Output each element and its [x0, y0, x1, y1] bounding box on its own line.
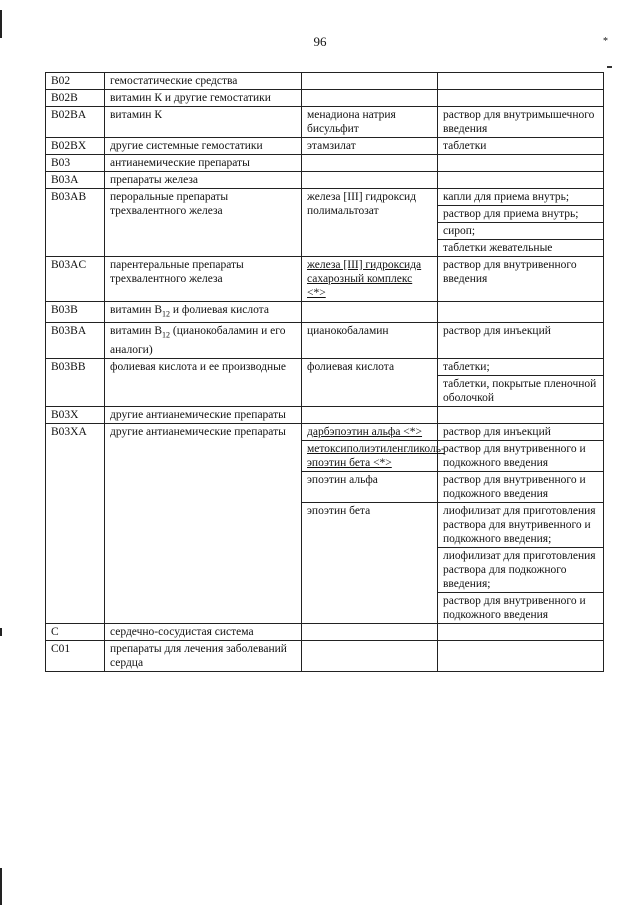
drug-name-cell — [302, 471, 438, 502]
table-row — [46, 90, 604, 107]
group-name-cell: витамин К и другие гемостатики — [105, 90, 302, 107]
page-number: 96 — [313, 34, 327, 49]
drug-name-cell — [302, 138, 438, 155]
drug-name-cell — [302, 440, 445, 471]
atc-code-cell: B03AB — [46, 189, 105, 257]
group-name-cell: другие антианемические препараты — [105, 423, 302, 623]
drug-name: этамзилат — [307, 140, 356, 152]
group-name-cell: антианемические препараты — [105, 155, 302, 172]
drug-name: железа [III] гидроксида сахарозный комплекс <*> — [307, 259, 422, 299]
dosage-form-cell — [438, 73, 604, 90]
table-body — [46, 73, 604, 672]
drug-name: менадиона натрия бисульфит — [307, 109, 396, 135]
group-name-cell: другие системные гемостатики — [105, 138, 302, 155]
atc-code-cell: B02 — [46, 73, 105, 90]
group-name-cell: витамин К — [105, 107, 302, 138]
group-name-cell: витамин $B_{12}$ (цианокобаламин и его аналоги) — [105, 323, 302, 358]
dosage-form-cell: раствор для внутривенного и подкожного введения — [438, 471, 604, 502]
dosage-form-cell — [438, 623, 604, 640]
drug-name-cell — [302, 406, 438, 423]
drug-name: цианокобаламин — [307, 325, 389, 338]
drug-name-cell — [302, 155, 438, 172]
drug-name-cell — [302, 502, 438, 623]
table-row — [46, 155, 604, 172]
dosage-form-item: раствор для внутривенного и подкожного введения — [438, 592, 603, 623]
drug-name-cell — [302, 623, 438, 640]
atc-code-cell: C — [46, 623, 105, 640]
corner-mark: * — [603, 36, 608, 47]
table-row — [46, 640, 604, 671]
drug-name-cell — [302, 640, 438, 671]
drug-name-cell — [302, 73, 438, 90]
table-row — [46, 323, 604, 358]
table-row — [46, 172, 604, 189]
table-row — [46, 423, 604, 440]
dosage-form-cell — [438, 406, 604, 423]
drug-name: железа [III] гидроксид полимальтозат — [307, 191, 417, 217]
group-name-cell: другие антианемические препараты — [105, 406, 302, 423]
drug-name: эпоэтин альфа — [307, 473, 378, 486]
table-row — [46, 73, 604, 90]
dosage-form-cell — [438, 358, 604, 406]
group-name-cell: пероральные препараты трехвалентного железа — [105, 189, 302, 257]
table-row — [46, 189, 604, 257]
table-row — [46, 302, 604, 323]
drug-name-cell — [302, 107, 438, 138]
dosage-form-item: сироп; — [438, 222, 603, 239]
drug-name: эпоэтин бета — [307, 504, 371, 517]
dosage-form-item: раствор для приема внутрь; — [438, 205, 603, 222]
drug-name-cell — [302, 302, 438, 323]
table-row — [46, 138, 604, 155]
drug-name-cell — [302, 172, 438, 189]
dosage-form-item: таблетки жевательные — [438, 239, 603, 256]
table-row — [46, 623, 604, 640]
atc-code-cell: B03BB — [46, 358, 105, 406]
group-name-cell: препараты железа — [105, 172, 302, 189]
drug-name-cell — [302, 189, 438, 257]
dosage-form-cell — [438, 502, 604, 623]
atc-code-cell: B03X — [46, 406, 105, 423]
scan-edge-middle — [0, 628, 2, 636]
group-name-cell: препараты для лечения заболеваний сердца — [105, 640, 302, 671]
table-row — [46, 107, 604, 138]
dosage-form-cell — [438, 302, 604, 323]
dosage-form-cell — [438, 172, 604, 189]
atc-code-cell: C01 — [46, 640, 105, 671]
drug-name-cell — [302, 257, 438, 302]
drug-name-cell — [302, 423, 438, 440]
dosage-form-item: таблетки, покрытые пленочной оболочкой — [438, 375, 603, 406]
atc-code-cell: B03AC — [46, 257, 105, 302]
drug-name: фолиевая кислота — [307, 360, 395, 373]
dosage-form-cell: таблетки — [438, 138, 604, 155]
dosage-form-cell — [438, 189, 604, 257]
scan-edge-top — [0, 10, 2, 38]
dosage-form-item: капли для приема внутрь; — [443, 191, 570, 203]
dosage-form-item: лиофилизат для приготовления раствора для внутривенного и подкожного введения; — [443, 504, 596, 545]
dosage-form-cell — [438, 90, 604, 107]
group-name-cell: гемостатические средства — [105, 73, 302, 90]
dosage-form-cell: раствор для внутривенного и подкожного введения — [438, 440, 604, 471]
atc-code-cell: B03BA — [46, 323, 105, 358]
dosage-form-cell: раствор для инъекций — [438, 323, 604, 358]
drug-name-cell — [302, 90, 438, 107]
margin-tick — [607, 66, 612, 68]
dosage-form-cell — [438, 155, 604, 172]
table-row — [46, 358, 604, 406]
scan-edge-bottom — [0, 868, 2, 905]
drug-name: метоксиполиэтиленгликоль-эпоэтин бета <*> — [307, 442, 445, 469]
group-name-cell: витамин $B_{12}$ и фолиевая кислота — [105, 302, 302, 323]
dosage-form-cell — [438, 640, 604, 671]
atc-code-cell: B02BA — [46, 107, 105, 138]
atc-code-cell: B02BX — [46, 138, 105, 155]
dosage-form-cell: раствор для внутривенного введения — [438, 257, 604, 302]
drug-name-cell — [302, 323, 438, 358]
group-name-cell: сердечно-сосудистая система — [105, 623, 302, 640]
table-row — [46, 406, 604, 423]
atc-code-cell: B03 — [46, 155, 105, 172]
table-row — [46, 257, 604, 302]
atc-code-cell: B03B — [46, 302, 105, 323]
drug-name-cell — [302, 358, 438, 406]
atc-code-cell: B03XA — [46, 423, 105, 623]
dosage-form-cell: раствор для внутримышечного введения — [438, 107, 604, 138]
dosage-form-cell: раствор для инъекций — [438, 423, 604, 440]
dosage-form-item: таблетки; — [443, 360, 490, 373]
drug-name: дарбэпоэтин альфа <*> — [307, 425, 423, 438]
group-name-cell: парентеральные препараты трехвалентного железа — [105, 257, 302, 302]
group-name-cell: фолиевая кислота и ее производные — [105, 358, 302, 406]
dosage-form-item: лиофилизат для приготовления раствора для подкожного введения; — [438, 547, 603, 592]
atc-code-cell: B03A — [46, 172, 105, 189]
atc-code-cell: B02B — [46, 90, 105, 107]
drug-classification-table — [45, 72, 604, 672]
